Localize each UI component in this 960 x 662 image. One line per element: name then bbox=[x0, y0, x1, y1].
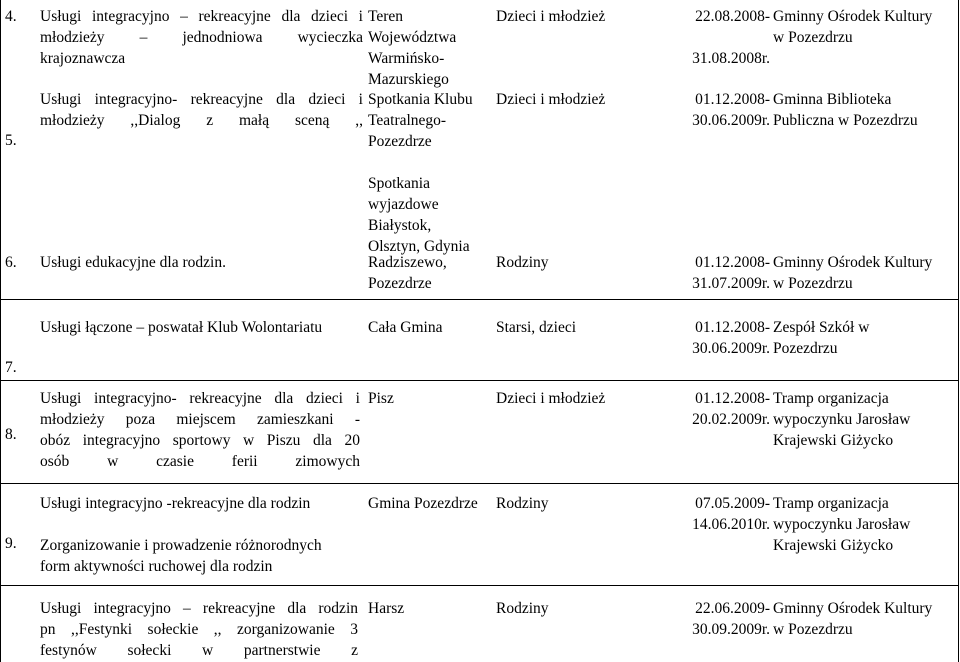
service-description: Usługi integracyjno- rekreacyjne dla dzieci i młodzieży ,,Dialog z małą sceną ,, bbox=[40, 91, 363, 129]
date-range: 01.12.2008- 31.07.2009r. bbox=[692, 254, 770, 292]
target-group: Rodziny bbox=[496, 495, 549, 512]
target-group: Rodziny bbox=[496, 600, 549, 617]
row-number: 8. bbox=[5, 426, 17, 443]
organizer: Gminny Ośrodek Kultury w Pozezdrzu bbox=[773, 254, 933, 292]
date-range: 01.12.2008- 30.06.2009r. bbox=[692, 91, 770, 129]
target-group: Dzieci i młodzież bbox=[496, 390, 606, 407]
target-group: Dzieci i młodzież bbox=[496, 91, 606, 108]
location: Harsz bbox=[368, 600, 405, 617]
row-number: 6. bbox=[5, 254, 17, 271]
service-description: Usługi integracyjno – rekreacyjne dla rodzin pn ,,Festynki sołeckie ,, zorganizowanie 3 festynów sołecki w partnerstwie z bbox=[40, 600, 358, 659]
service-description: Usługi integracyjno – rekreacyjne dla dzieci i młodzieży – jednodniowa wycieczka krajoznawcza bbox=[40, 8, 363, 67]
service-description: Usługi łączone – poswatał Klub Wolontariatu bbox=[40, 319, 323, 336]
row-number: 4. bbox=[5, 8, 17, 25]
target-group: Rodziny bbox=[496, 254, 549, 271]
row-separator bbox=[0, 585, 959, 586]
date-range: 22.08.2008- 31.08.2008r. bbox=[692, 8, 770, 67]
service-description: Usługi integracyjno- rekreacyjne dla dzieci i młodzieży poza miejscem zamieszkani - obóz integracyjno sportowy w Piszu dla 20 osób w czasie ferii zimowych bbox=[40, 390, 360, 470]
location: Pisz bbox=[368, 390, 394, 407]
date-range: 01.12.2008- 30.06.2009r. bbox=[692, 319, 770, 357]
service-description: Usługi edukacyjne dla rodzin. bbox=[40, 254, 226, 271]
organizer: Gminny Ośrodek Kultury w Pozezdrzu bbox=[773, 8, 933, 46]
organizer: Gminny Ośrodek Kultury w Pozezdrzu bbox=[773, 600, 933, 638]
organizer: Gminna Biblioteka Publiczna w Pozezdrzu bbox=[773, 91, 918, 129]
target-group: Dzieci i młodzież bbox=[496, 8, 606, 25]
row-separator bbox=[0, 483, 959, 484]
row-separator bbox=[0, 299, 959, 300]
organizer: Tramp organizacja wypoczynku Jarosław Krajewski Giżycko bbox=[773, 390, 911, 449]
date-range: 01.12.2008- 20.02.2009r. bbox=[692, 390, 770, 428]
location: Radziszewo, Pozezdrze bbox=[368, 254, 447, 292]
location: Teren Województwa Warmińsko- Mazurskiego bbox=[368, 8, 457, 88]
row-number: 5. bbox=[5, 132, 17, 149]
table-border-left bbox=[0, 0, 1, 662]
row-separator bbox=[0, 380, 959, 381]
row-number: 9. bbox=[5, 535, 17, 552]
target-group: Starsi, dzieci bbox=[496, 319, 577, 336]
row-number: 7. bbox=[5, 359, 17, 376]
date-range: 22.06.2009- 30.09.2009r. bbox=[692, 600, 770, 638]
location: Gmina Pozezdrze bbox=[368, 495, 478, 512]
location: Spotkania Klubu Teatralnego- Pozezdrze Spotkania wyjazdowe Białystok, Olsztyn, Gdynia bbox=[368, 91, 473, 255]
organizer: Zespół Szkół w Pozezdrzu bbox=[773, 319, 870, 357]
location: Cała Gmina bbox=[368, 319, 443, 336]
service-description: Usługi integracyjno -rekreacyjne dla rodzin Zorganizowanie i prowadzenie różnorodnych form aktywności ruchowej dla rodzin bbox=[40, 495, 322, 575]
table-border-right bbox=[958, 0, 959, 662]
organizer: Tramp organizacja wypoczynku Jarosław Krajewski Giżycko bbox=[773, 495, 911, 554]
date-range: 07.05.2009- 14.06.2010r. bbox=[692, 495, 770, 533]
